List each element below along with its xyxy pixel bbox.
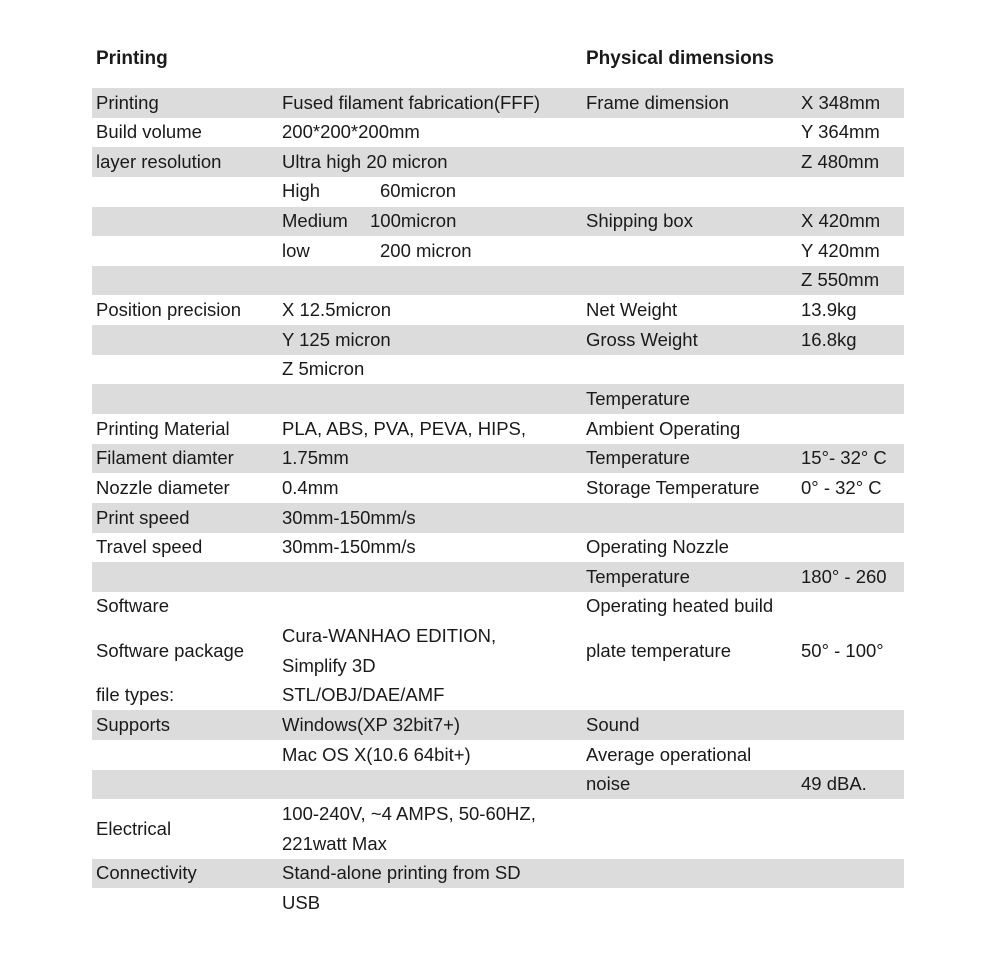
printing-section-heading: Printing	[96, 48, 168, 69]
table-row	[92, 266, 904, 296]
resolution-value: 60micron	[380, 180, 457, 202]
spec-label: Software	[96, 595, 170, 617]
physical-label: Gross Weight	[582, 325, 797, 355]
spec-value	[278, 266, 582, 296]
spec-value: Mac OS X(10.6 64bit+)	[282, 743, 471, 765]
physical-label: plate temperature	[586, 639, 732, 661]
physical-label	[582, 177, 797, 207]
table-row	[92, 888, 904, 918]
spec-value: STL/OBJ/DAE/AMF	[282, 684, 445, 706]
physical-label	[582, 236, 797, 266]
physical-value: X 420mm	[797, 207, 904, 237]
spec-value: USB	[282, 891, 321, 913]
physical-label: Average operational	[586, 743, 752, 765]
physical-label	[582, 147, 797, 177]
physical-value	[797, 740, 904, 770]
table-row	[92, 444, 904, 474]
resolution-level: High	[282, 180, 321, 202]
table-row	[92, 681, 904, 711]
spec-label: Software package	[96, 639, 245, 661]
physical-value: Z 550mm	[797, 266, 904, 296]
physical-value: Y 420mm	[801, 239, 880, 261]
physical-label: Frame dimension	[582, 88, 797, 118]
spec-label: layer resolution	[92, 147, 278, 177]
table-row	[92, 147, 904, 177]
table-row	[92, 473, 904, 503]
spec-value	[278, 207, 582, 237]
spec-label	[92, 740, 278, 770]
physical-value	[797, 859, 904, 889]
physical-value	[797, 592, 904, 622]
spec-label: Electrical	[96, 817, 172, 839]
physical-label: Operating heated build	[586, 595, 774, 617]
table-row	[92, 414, 904, 444]
physical-value	[797, 799, 904, 858]
physical-value	[797, 355, 904, 385]
table-row	[92, 295, 904, 325]
physical-value	[797, 414, 904, 444]
spec-label	[92, 562, 278, 592]
physical-label: Ambient Operating	[586, 417, 741, 439]
physical-value: Z 480mm	[797, 147, 904, 177]
physical-label	[582, 799, 797, 858]
spec-value	[278, 177, 582, 207]
table-row	[92, 207, 904, 237]
spec-sheet	[92, 42, 904, 918]
spec-label: Printing Material	[96, 417, 230, 439]
physical-label: Sound	[582, 710, 797, 740]
physical-label	[582, 266, 797, 296]
spec-label: Nozzle diameter	[96, 476, 230, 498]
spec-label: file types:	[96, 684, 175, 706]
physical-value: 0° - 32° C	[801, 476, 882, 498]
physical-label: Storage Temperature	[586, 476, 760, 498]
physical-value: Y 364mm	[801, 121, 880, 143]
spec-value	[278, 799, 582, 858]
table-row	[92, 177, 904, 207]
resolution-level: Medium	[282, 210, 348, 232]
spec-value-line: Simplify 3D	[282, 654, 376, 676]
spec-label: Connectivity	[92, 859, 278, 889]
table-row	[92, 118, 904, 148]
physical-value	[797, 177, 904, 207]
physical-label	[582, 355, 797, 385]
physical-value	[797, 384, 904, 414]
physical-label: Temperature	[582, 444, 797, 474]
physical-value: 49 dBA.	[797, 770, 904, 800]
spec-label	[92, 325, 278, 355]
table-row	[92, 770, 904, 800]
table-row	[92, 562, 904, 592]
resolution-value: 200 micron	[380, 239, 472, 261]
physical-value: 16.8kg	[797, 325, 904, 355]
table-row	[92, 325, 904, 355]
spec-value: 200*200*200mm	[282, 121, 420, 143]
spec-label: Print speed	[92, 503, 278, 533]
physical-value: 180° - 260	[797, 562, 904, 592]
physical-value	[797, 503, 904, 533]
physical-value	[797, 710, 904, 740]
spec-table-body	[92, 88, 904, 918]
section-headers	[92, 42, 904, 76]
physical-value: 13.9kg	[801, 299, 857, 321]
table-row	[92, 236, 904, 266]
spec-value: 30mm-150mm/s	[282, 536, 416, 558]
physical-label	[582, 888, 797, 918]
spec-value: 1.75mm	[278, 444, 582, 474]
physical-label: Shipping box	[582, 207, 797, 237]
spec-value: X 12.5micron	[282, 299, 391, 321]
spec-value	[278, 592, 582, 622]
physical-label	[582, 503, 797, 533]
table-row	[92, 384, 904, 414]
table-row	[92, 710, 904, 740]
spec-label	[92, 236, 278, 266]
spec-value: Stand-alone printing from SD	[278, 859, 582, 889]
spec-table	[92, 88, 904, 918]
spec-value	[278, 562, 582, 592]
spec-label	[92, 355, 278, 385]
spec-label	[92, 266, 278, 296]
spec-value	[278, 236, 582, 266]
physical-value: X 348mm	[797, 88, 904, 118]
spec-label	[92, 207, 278, 237]
table-row	[92, 88, 904, 118]
physical-label: Operating Nozzle	[586, 536, 729, 558]
table-row	[92, 859, 904, 889]
spec-value: Z 5micron	[282, 358, 365, 380]
table-row	[92, 799, 904, 858]
spec-value	[278, 622, 582, 681]
physical-label: noise	[582, 770, 797, 800]
table-row	[92, 355, 904, 385]
spec-value: Windows(XP 32bit7+)	[278, 710, 582, 740]
table-row	[92, 533, 904, 563]
physical-dimensions-heading: Physical dimensions	[586, 48, 774, 69]
table-row	[92, 503, 904, 533]
spec-label	[92, 177, 278, 207]
spec-value-line: 221watt Max	[282, 832, 387, 854]
spec-value	[278, 770, 582, 800]
spec-value	[278, 384, 582, 414]
physical-value	[797, 681, 904, 711]
physical-value: 15°- 32° C	[797, 444, 904, 474]
spec-value: Y 125 micron	[278, 325, 582, 355]
spec-label: Supports	[92, 710, 278, 740]
spec-label	[92, 384, 278, 414]
spec-label	[92, 888, 278, 918]
table-row	[92, 740, 904, 770]
resolution-level: low	[282, 239, 310, 261]
spec-label: Travel speed	[96, 536, 203, 558]
physical-label	[582, 859, 797, 889]
spec-value: 30mm-150mm/s	[278, 503, 582, 533]
spec-value: 0.4mm	[282, 476, 339, 498]
table-row	[92, 622, 904, 681]
physical-value: 50° - 100°	[801, 639, 884, 661]
spec-label: Build volume	[96, 121, 202, 143]
table-row	[92, 592, 904, 622]
physical-label	[582, 118, 797, 148]
physical-label: Temperature	[582, 384, 797, 414]
spec-label: Filament diamter	[92, 444, 278, 474]
spec-value: Ultra high 20 micron	[278, 147, 582, 177]
physical-label	[582, 681, 797, 711]
spec-value: PLA, ABS, PVA, PEVA, HIPS,	[282, 417, 527, 439]
spec-value: Fused filament fabrication(FFF)	[278, 88, 582, 118]
physical-value	[797, 533, 904, 563]
physical-label: Temperature	[582, 562, 797, 592]
spec-label	[92, 770, 278, 800]
spec-value-line: 100-240V, ~4 AMPS, 50-60HZ,	[282, 803, 536, 825]
physical-label: Net Weight	[586, 299, 678, 321]
physical-value	[797, 888, 904, 918]
resolution-value: 100micron	[370, 210, 457, 232]
spec-label: Position precision	[96, 299, 241, 321]
spec-value-line: Cura-WANHAO EDITION,	[282, 625, 497, 647]
spec-label: Printing	[92, 88, 278, 118]
